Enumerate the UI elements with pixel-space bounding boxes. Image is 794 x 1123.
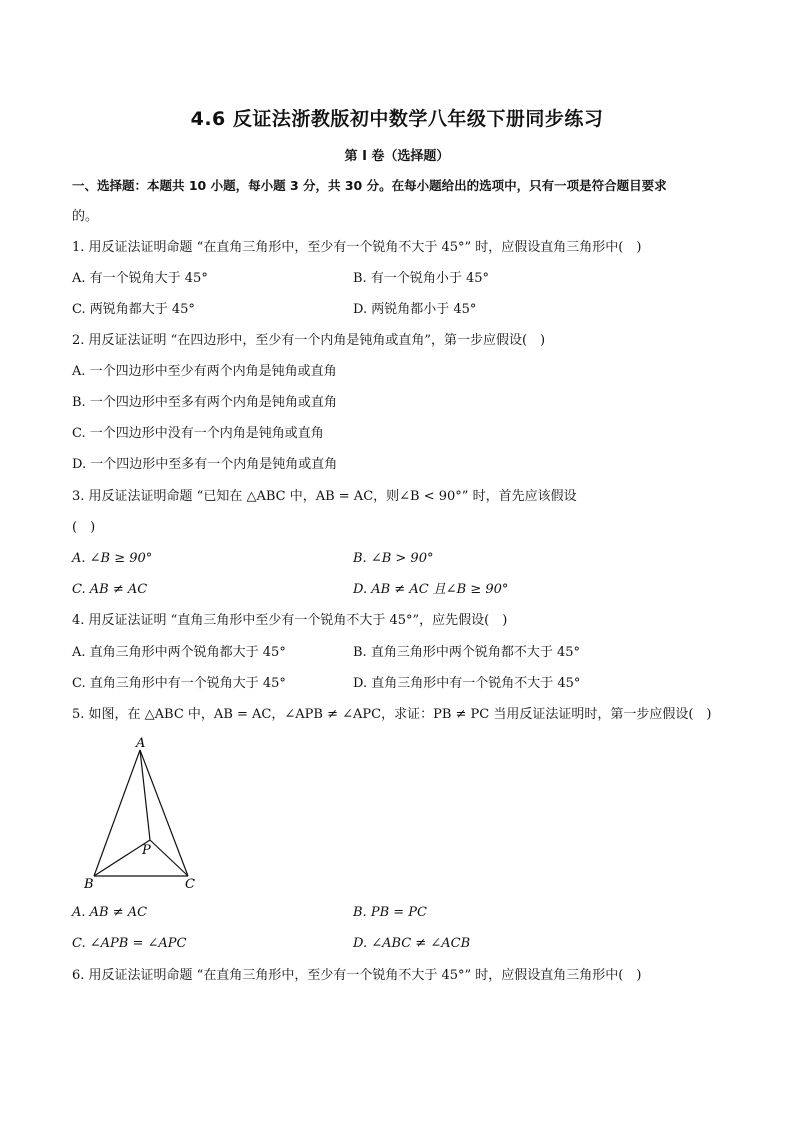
question-3-option-a: A. ∠B ≥ 90° — [72, 551, 153, 566]
question-4-option-c: C. 直角三角形中有一个锐角大于 45° — [72, 676, 286, 691]
question-4-option-a: A. 直角三角形中两个锐角都大于 45° — [72, 645, 286, 660]
vertex-label-b: B — [84, 877, 94, 892]
question-1-option-a: A. 有一个锐角大于 45° — [72, 271, 208, 286]
question-3-stem-continued: ( ) — [72, 520, 96, 535]
question-2-option-b: B. 一个四边形中至多有两个内角是钝角或直角 — [72, 395, 337, 410]
document-title: 4.6 反证法浙教版初中数学八年级下册同步练习 — [190, 108, 604, 130]
vertex-label-p: P — [142, 843, 151, 858]
section-instructions-line1: 一、选择题：本题共 10 小题，每小题 3 分，共 30 分。在每小题给出的选项中，只有一项是符合题目要求 — [72, 178, 667, 193]
question-1-option-c: C. 两锐角都大于 45° — [72, 302, 195, 317]
section-instructions-line2: 的。 — [72, 209, 99, 224]
question-2-option-d: D. 一个四边形中至多有一个内角是钝角或直角 — [72, 457, 338, 472]
question-4-option-b: B. 直角三角形中两个锐角都不大于 45° — [353, 645, 580, 660]
segment-pc — [150, 840, 188, 876]
question-4-option-d: D. 直角三角形中有一个锐角不大于 45° — [353, 676, 581, 691]
question-3-option-b: B. ∠B > 90° — [353, 551, 434, 566]
question-1-option-d: D. 两锐角都小于 45° — [353, 302, 477, 317]
question-1-option-b: B. 有一个锐角小于 45° — [353, 271, 489, 286]
question-2-option-c: C. 一个四边形中没有一个内角是钝角或直角 — [72, 426, 324, 441]
question-1-stem: 1. 用反证法证明命题 “在直角三角形中，至少有一个锐角不大于 45°” 时，应假设直角三角形中( ) — [72, 240, 642, 255]
question-5-option-b: B. PB = PC — [353, 905, 427, 920]
question-6-stem: 6. 用反证法证明命题 “在直角三角形中，至少有一个锐角不大于 45°” 时，应假设直角三角形中( ) — [72, 968, 642, 983]
question-3-option-c: C. AB ≠ AC — [72, 582, 148, 597]
question-2-option-a: A. 一个四边形中至少有两个内角是钝角或直角 — [72, 364, 337, 379]
question-3-stem: 3. 用反证法证明命题 “已知在 △ABC 中，AB = AC，则∠B < 90°” 时，首先应该假设 — [72, 489, 577, 504]
question-5-option-a: A. AB ≠ AC — [72, 905, 148, 920]
question-4-stem: 4. 用反证法证明 “直角三角形中至少有一个锐角不大于 45°”，应先假设( ) — [72, 613, 508, 628]
question-5-stem: 5. 如图，在 △ABC 中，AB = AC，∠APB ≠ ∠APC，求证：PB ≠ PC 当用反证法证明时，第一步应假设( ) — [72, 707, 712, 722]
vertex-label-a: A — [136, 736, 146, 751]
question-5-option-c: C. ∠APB = ∠APC — [72, 936, 187, 951]
triangle-figure — [78, 734, 208, 894]
section-subtitle: 第 I 卷（选择题） — [344, 149, 450, 164]
question-3-option-d: D. AB ≠ AC 且∠B ≥ 90° — [353, 582, 509, 597]
vertex-label-c: C — [185, 877, 195, 892]
question-5-option-d: D. ∠ABC ≠ ∠ACB — [353, 936, 471, 951]
question-2-stem: 2. 用反证法证明 “在四边形中，至少有一个内角是钝角或直角”，第一步应假设( ) — [72, 333, 546, 348]
segment-ab — [94, 750, 140, 876]
